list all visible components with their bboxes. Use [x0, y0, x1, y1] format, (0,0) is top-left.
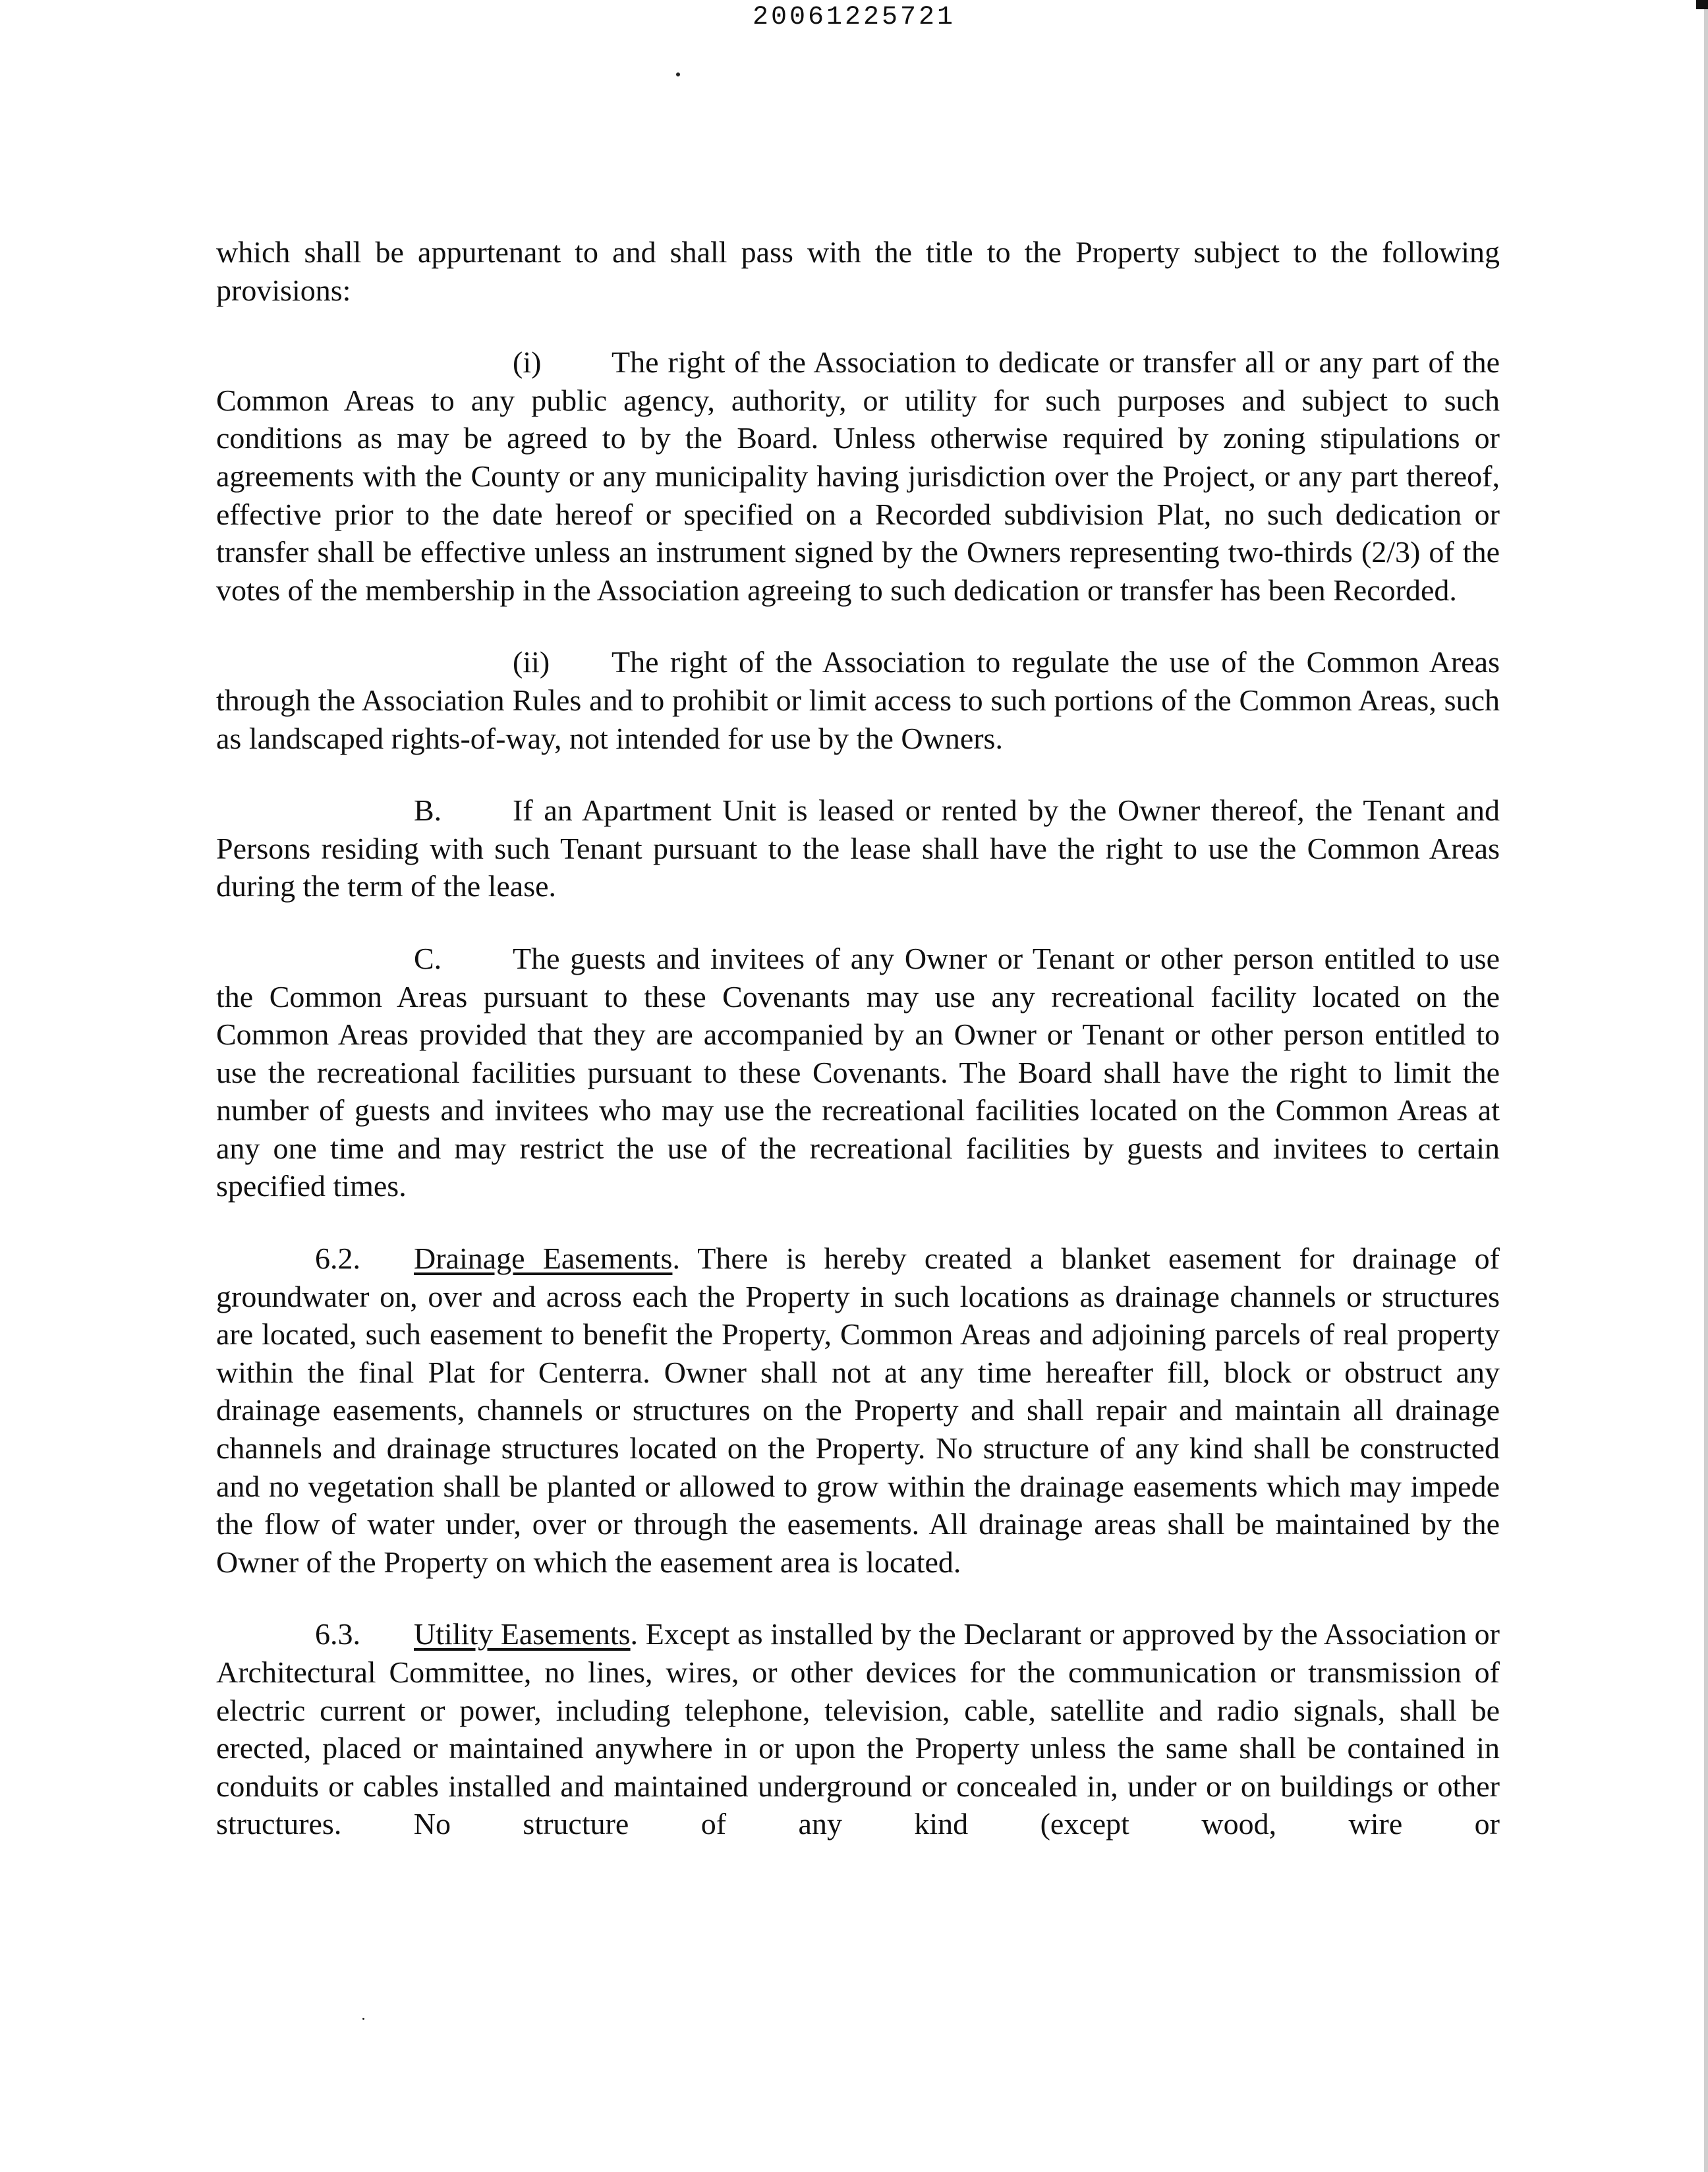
section-number: 6.2.: [315, 1242, 360, 1276]
paragraph-text: The right of the Association to regulate the use of the Common Areas through the Association Rules and to prohibit or limit access to such portions of the Common Areas, such as landscaped rights-of-way, not intended for use by the Owners.: [216, 645, 1500, 755]
paragraph-text: The guests and invitees of any Owner or Tenant or other person entitled to use the Common Areas pursuant to these Covenants may use any recreational facility located on the Common Areas provided that they are accompanied by an Owner or Tenant or other person entitled to use the recreational facilities pursuant to these Covenants. The Board shall have the right to limit the number of guests and invitees who may use the recreational facilities located on the Common Areas at any one time and may restrict the use of the recreational facilities by guests and invitees to certain specified times.: [216, 941, 1500, 1203]
document-body: [216, 233, 1500, 1877]
paragraph-label: (ii): [513, 645, 550, 679]
section-title: Drainage Easements: [414, 1242, 673, 1276]
paragraph-label: B.: [414, 793, 442, 828]
scan-speck: [362, 2018, 364, 2020]
paragraph-b: [216, 791, 1500, 905]
paragraph-label: (i): [513, 345, 542, 380]
section-title: Utility Easements: [414, 1617, 631, 1651]
paragraph-text: The right of the Association to dedicate or transfer all or any part of the Common Areas to any public agency, authority, or utility for such purposes and subject to such conditions as may be agreed to by the Board. Unless otherwise required by zoning stipulations or agreements with the County or any municipality having jurisdiction over the Project, or any part thereof, effective prior to the date hereof or specified on a Recorded subdivision Plat, no such dedication or transfer shall be effective unless an instrument signed by the Owners representing two-thirds (2/3) of the votes of the membership in the Association agreeing to such dedication or transfer has been Recorded.: [216, 345, 1500, 607]
section-6-3: [216, 1615, 1500, 1843]
paragraph-intro: which shall be appurtenant to and shall pass with the title to the Property subject to the following provisions:: [216, 235, 1500, 307]
section-text: . There is hereby created a blanket easement for drainage of groundwater on, over and across each the Property in such locations as drainage channels or structures are located, such easement to benefit the Property, Common Areas and adjoining parcels of real property within the final Plat for Centerra. Owner shall not at any time hereafter fill, block or obstruct any drainage easements, channels or structures on the Property and shall repair and maintain all drainage channels and drainage structures located on the Property. No structure of any kind shall be constructed and no vegetation shall be planted or allowed to grow within the drainage easements which may impede the flow of water under, over or through the easements. All drainage areas shall be maintained by the Owner of the Property on which the easement area is located.: [216, 1242, 1500, 1579]
paragraph-i: [216, 343, 1500, 609]
document-number: 20061225721: [752, 3, 956, 32]
scan-speck: [676, 72, 680, 76]
section-number: 6.3.: [315, 1617, 360, 1651]
paragraph-text: If an Apartment Unit is leased or rented by the Owner thereof, the Tenant and Persons residing with such Tenant pursuant to the lease shall have the right to use the Common Areas during the term of the lease.: [216, 793, 1500, 903]
paragraph-c: [216, 940, 1500, 1205]
paragraph-ii: [216, 643, 1500, 757]
section-6-2: [216, 1240, 1500, 1581]
scan-right-edge: [1704, 0, 1708, 2172]
section-text: . Except as installed by the Declarant or approved by the Association or Architectural Committee, no lines, wires, or other devices for the communication or transmission of electric current or power, including telephone, television, cable, satellite and radio signals, shall be erected, placed or maintained anywhere in or upon the Property unless the same shall be contained in conduits or cables installed and maintained underground or concealed in, under or on buildings or other structures. No structure of any kind (except wood, wire or: [216, 1617, 1500, 1841]
paragraph-label: C.: [414, 941, 442, 975]
